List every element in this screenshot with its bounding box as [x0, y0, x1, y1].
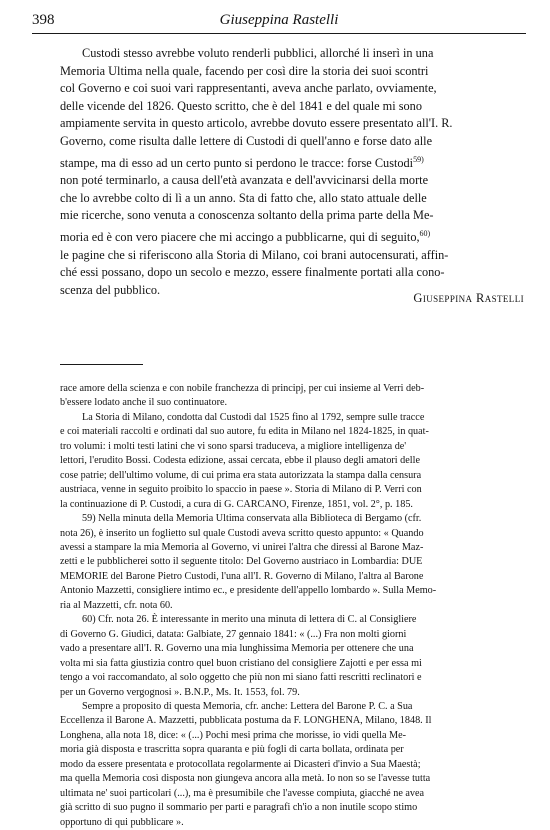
footnote-rule	[60, 364, 143, 365]
footnote-line: e coi materiali raccolti e ordinati dal suo autore, fu edita in Milano nel 1824-1825, in quat-	[60, 426, 429, 438]
text-line: Custodi stesso avrebbe voluto renderli pubblici, allorché li inserì in una	[82, 46, 434, 60]
text-line: col Governo e coi suoi vari rappresentanti, aveva anche parlato, ovviamente,	[60, 81, 437, 96]
text-line: non poté terminarlo, a causa dell'età avanzata e dell'avvicinarsi della morte	[60, 173, 429, 188]
footnote-line: vado a presentare all'I. R. Governo una mia lunghissima Memoria per ottenere che una	[60, 643, 414, 655]
footnotes	[60, 382, 526, 830]
footnote-line: Eccellenza il Barone A. Mazzetti, pubblicata postuma da F. LONGHENA, Milano, 1848. Il	[60, 715, 432, 727]
footnote-line: La Storia di Milano, condotta dal Custodi dal 1525 fino al 1792, sempre sulle tracce	[82, 411, 425, 423]
footnote-line: opportuno di qui pubblicare ».	[60, 816, 184, 828]
text-segment: moria ed è con vero piacere che mi accingo a pubblicarne, qui di seguito,	[60, 230, 420, 245]
text-line: ché essi possano, dopo un secolo e mezzo, essere finalmente portati alla cono-	[60, 265, 445, 280]
footnote-59-line: 59) Nella minuta della Memoria Ultima conservata alla Biblioteca di Bergamo (cfr.	[82, 513, 422, 525]
footnote-line: Sempre a proposito di questa Memoria, cfr. anche: Lettera del Barone P. C. a Sua	[82, 700, 413, 712]
footnote-line: austriaca, venne in seguito proibito lo spaccio in paese ». Storia di Milano di P. Verri con	[60, 484, 422, 496]
footnote-line: volta mi sia fatta giustizia contro quel buon cristiano del consigliere Zajotti e per essa mi	[60, 657, 422, 669]
running-head	[32, 12, 526, 32]
text-line: delle vicende del 1826. Questo scritto, che è del 1841 e del quale mi sono	[60, 98, 422, 113]
footnote-line: Longhena, alla nota 18, dice: « (...) Pochi mesi prima che morisse, io vidi quella Me-	[60, 729, 407, 741]
text-line: ampiamente servita in questo articolo, avrebbe dovuto essere presentato all'I. R.	[60, 116, 453, 131]
body-text	[60, 45, 526, 300]
footnote-line: b'essere lodato anche il suo continuatore.	[60, 397, 228, 409]
footnote-line: tro volumi: i molti testi latini che vi sono sparsi traduceva, a migliore intelligenza de'	[60, 440, 407, 452]
footnote-line: la continuazione di P. Custodi, a cura di G. CARCANO, Firenze, 1851, vol. 2°, p. 185.	[60, 498, 413, 510]
text-line: Memoria Ultima nella quale, facendo per così dire la storia dei suoi scontri	[60, 63, 429, 78]
footnote-line: di Governo G. Giudici, datata: Galbiate, 27 gennaio 1841: « (...) Fra non molti giorni	[60, 628, 407, 640]
footnote-line: ma quella Memoria così disposta non giungeva ancora alla metà. Io non so se l'avesse tutta	[60, 773, 431, 785]
footnote-line: moria già disposta e trascritta sopra quaranta e più fogli di carta bollata, ordinata per	[60, 744, 404, 756]
text-line: le pagine che si riferiscono alla Storia di Milano, coi brani autocensurati, affin-	[60, 247, 449, 262]
text-line-with-note	[60, 225, 526, 247]
footnote-60-line: 60) Cfr. nota 26. È interessante in merito una minuta di lettera di C. al Consigliere	[82, 614, 417, 626]
footnote-line: tengo a voi raccomandato, al solo oggetto che più non mi siano fatti rescritti reclinatori e	[60, 672, 422, 684]
text-line-with-note	[60, 151, 526, 173]
footnote-line: ria al Mazzetti, cfr. nota 60.	[60, 599, 173, 611]
text-line: mie ricerche, sono venuta a conoscenza soltanto della prima parte della Me-	[60, 208, 434, 223]
footnote-line: già scritto di suo pugno il sommario per parti e paragrafi ch'io a non inutile scopo stimo	[60, 802, 418, 814]
header-rule	[32, 33, 526, 34]
author-signature: Giuseppina Rastelli	[413, 291, 524, 305]
footnote-marker-59: 59)	[413, 154, 424, 164]
footnote-line: per un Governo vergognosi ». B.N.P., Ms. It. 1553, fol. 79.	[60, 686, 300, 698]
footnote-marker-60: 60)	[419, 229, 431, 239]
page-number: 398	[32, 12, 55, 28]
footnote-line: zetti e le pubblicherei sotto il seguente titolo: Del Governo austriaco in Lombardia: DUE	[60, 556, 423, 568]
footnote-line: lettori, l'erudito Bossi. Codesta edizione, assai cercata, ebbe il plauso degli amatori delle	[60, 455, 420, 467]
footnote-line: race amore della scienza e con nobile franchezza di principj, per cui insieme al Verri deb-	[60, 383, 425, 394]
footnote-line: ultimata ne' suoi particolari (...), ma è presumibile che l'avesse compiuta, giacché ne avea	[60, 787, 425, 799]
text-line: che lo avrebbe colto di lì a un anno. Sta di fatto che, allo stato attuale delle	[60, 190, 427, 205]
footnote-line: avessi a stampare la mia Memoria al Governo, vi unirei l'altra che diressi al Barone Maz-	[60, 541, 424, 553]
text-segment: stampe, ma di esso ad un certo punto si perdono le tracce: forse Custodi	[60, 155, 414, 170]
footnote-line: nota 26), è inserito un foglietto sul quale Custodi aveva scritto questo appunto: « Quando	[60, 527, 424, 539]
running-title: Giuseppina Rastelli	[219, 12, 339, 28]
text-line: Governo, come risulta dalle lettere di Custodi di quell'anno e forse dato alle	[60, 133, 433, 148]
text-line: scenza del pubblico.	[60, 282, 161, 297]
footnote-line: cose patrie; dell'ultimo volume, di cui prima era stata autorizzata la stampa dalla censura	[60, 469, 422, 481]
footnote-line: MEMORIE del Barone Pietro Custodi, l'una all'I. R. Governo di Milano, l'altra al Barone	[60, 570, 424, 582]
footnote-line: Antonio Mazzetti, consigliere intimo ec., e presidente dell'appello lombardo ». Sulla Memo-	[60, 585, 437, 597]
footnote-line: modo da essere presentata e protocollata regolarmente ai Dicasteri d'invio a Sua Maestà;	[60, 758, 421, 770]
